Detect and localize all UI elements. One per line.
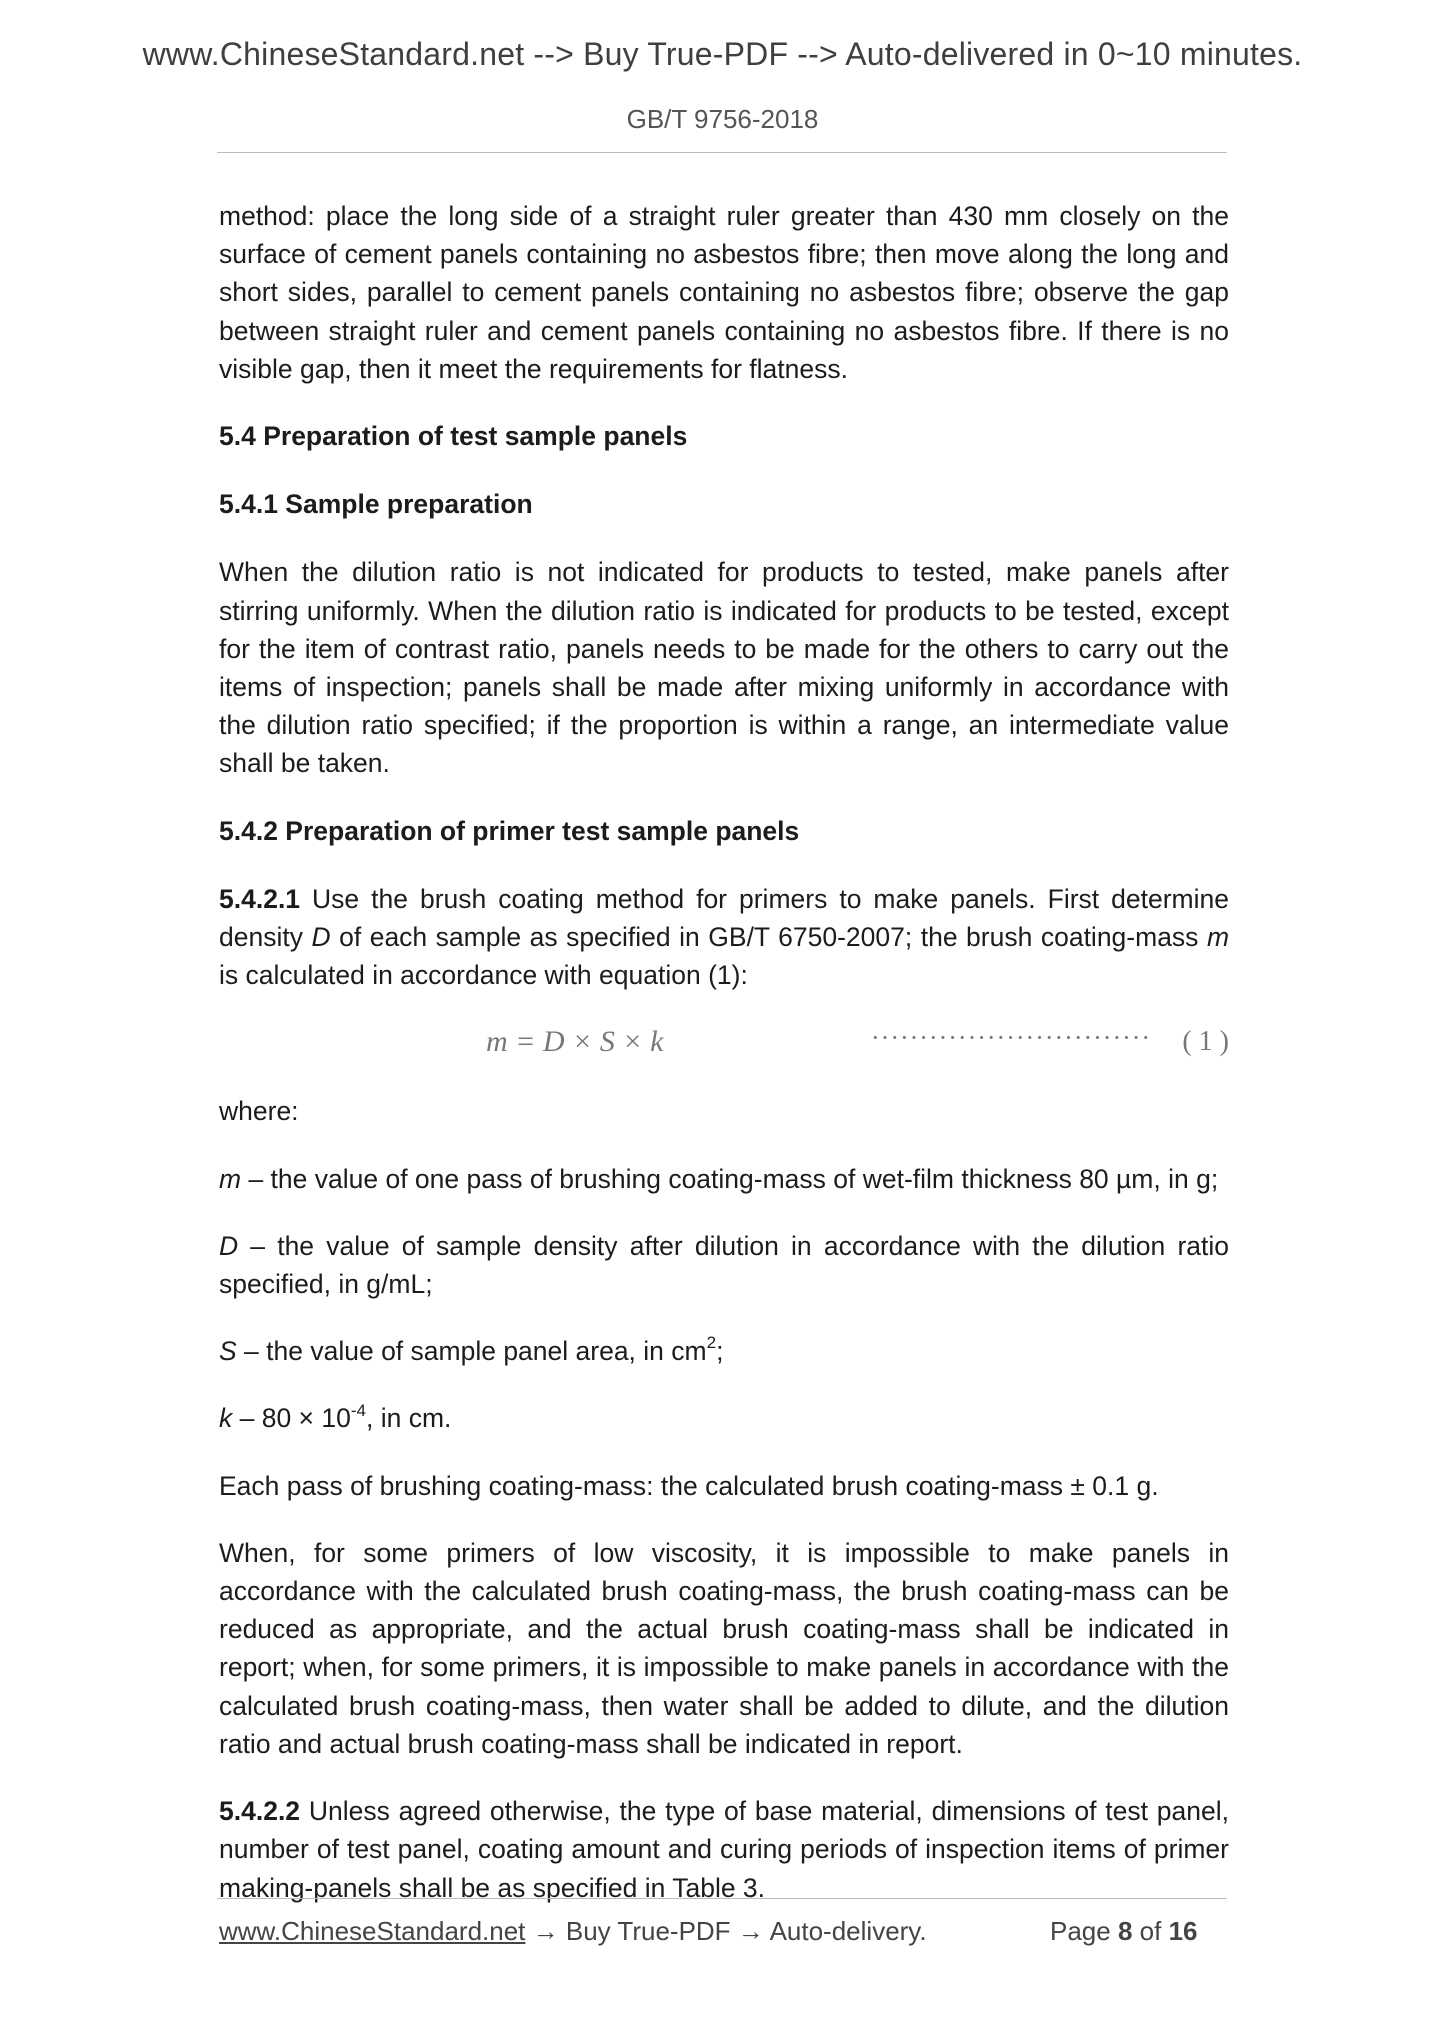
definition-text: – the value of sample panel area, in cm xyxy=(236,1336,707,1367)
page-total: 16 xyxy=(1168,1916,1198,1946)
equation-formula: m = D × S × k xyxy=(486,1025,664,1059)
definition-text: – the value of sample density after dilution in accordance with the dilution ratio specified, in g/mL; xyxy=(219,1230,1229,1300)
document-id: GB/T 9756-2018 xyxy=(626,104,819,134)
heading-5-4-2: 5.4.2 Preparation of primer test sample panels xyxy=(219,815,800,846)
clause-text: Unless agreed otherwise, the type of base material, dimensions of test panel, number of test panel, coating amount and curing periods of inspection items of primer making-panels shall be as specified in Table 3. xyxy=(219,1796,1229,1903)
clause-number: 5.4.2.2 xyxy=(219,1796,301,1827)
site-banner[interactable]: www.ChineseStandard.net --> Buy True-PDF --> Auto-delivered in 0~10 minutes. xyxy=(142,36,1303,72)
equation-leader-dots: ····························· xyxy=(871,1023,1152,1053)
paragraph-low-viscosity: When, for some primers of low viscosity, it is impossible to make panels in accordance with the calculated brush coating-mass, the brush coating-mass can be reduced as appropriate, and the actual brush coating-mass shall be indicated in report; when, for some primers, it is impossible to make panels in accordance with the calculated brush coating-mass, then water shall be added to dilute, and the dilution ratio and actual brush coating-mass shall be indicated in report. xyxy=(219,1537,1229,1759)
clause-text: Use the brush coating method for primers to make panels. First determine density xyxy=(219,883,1229,953)
variable-D: D xyxy=(311,922,331,953)
where-label: where: xyxy=(219,1096,299,1127)
definition-k xyxy=(219,1399,1229,1437)
paragraph-each-pass: Each pass of brushing coating-mass: the calculated brush coating-mass ± 0.1 g. xyxy=(219,1470,1159,1501)
paragraph-sample-preparation: When the dilution ratio is not indicated for products to tested, make panels after stirring uniformly. When the dilution ratio is indicated for products to be tested, except for the item of contrast ratio, panels needs to be made for the others to carry out the items of inspection; panels shall be made after mixing uniformly in accordance with the dilution ratio specified; if the proportion is within a range, an intermediate value shall be taken. xyxy=(219,557,1229,779)
superscript: 2 xyxy=(706,1333,717,1353)
paragraph-5-4-2-1 xyxy=(219,880,1229,995)
paragraph-5-4-2-2 xyxy=(219,1792,1229,1907)
equation-number: ( 1 ) xyxy=(1182,1026,1229,1058)
page-content xyxy=(219,197,1229,1936)
footer-divider xyxy=(217,1898,1227,1899)
clause-number: 5.4.2.1 xyxy=(219,883,301,914)
footer-tagline: → Buy True-PDF → Auto-delivery. xyxy=(525,1916,927,1946)
definition-tail: ; xyxy=(716,1336,724,1367)
definition-tail: , in cm. xyxy=(366,1403,452,1434)
page-label: Page xyxy=(1050,1916,1118,1946)
definition-S xyxy=(219,1332,1229,1370)
symbol: m xyxy=(219,1163,242,1194)
variable-m: m xyxy=(1206,922,1230,953)
footer-promo xyxy=(219,1916,927,1947)
symbol: D xyxy=(219,1230,239,1261)
definition-D xyxy=(219,1227,1229,1303)
superscript: -4 xyxy=(350,1400,366,1420)
of-label: of xyxy=(1132,1916,1169,1946)
equation-1 xyxy=(219,1023,1229,1061)
definition-text: – the value of one pass of brushing coating-mass of wet-film thickness 80 µm, in g; xyxy=(241,1163,1219,1194)
heading-5-4: 5.4 Preparation of test sample panels xyxy=(219,421,688,452)
definition-m xyxy=(219,1160,1229,1198)
header-divider xyxy=(217,152,1227,153)
heading-5-4-1: 5.4.1 Sample preparation xyxy=(219,489,533,520)
clause-text: of each sample as specified in GB/T 6750-2007; the brush coating-mass xyxy=(330,922,1207,953)
footer-site-link[interactable]: www.ChineseStandard.net xyxy=(219,1916,526,1946)
symbol: k xyxy=(219,1403,233,1434)
symbol: S xyxy=(219,1336,237,1367)
page-number: 8 xyxy=(1117,1916,1133,1946)
page-indicator xyxy=(1050,1916,1197,1947)
definition-text: – 80 × 10 xyxy=(232,1403,351,1434)
clause-text: is calculated in accordance with equation (1): xyxy=(219,960,748,991)
paragraph-method: method: place the long side of a straight ruler greater than 430 mm closely on the surface of cement panels containing no asbestos fibre; then move along the long and short sides, parallel to cement panels containing no asbestos fibre; observe the gap between straight ruler and cement panels containing no asbestos fibre. If there is no visible gap, then it meet the requirements for flatness. xyxy=(219,201,1229,384)
